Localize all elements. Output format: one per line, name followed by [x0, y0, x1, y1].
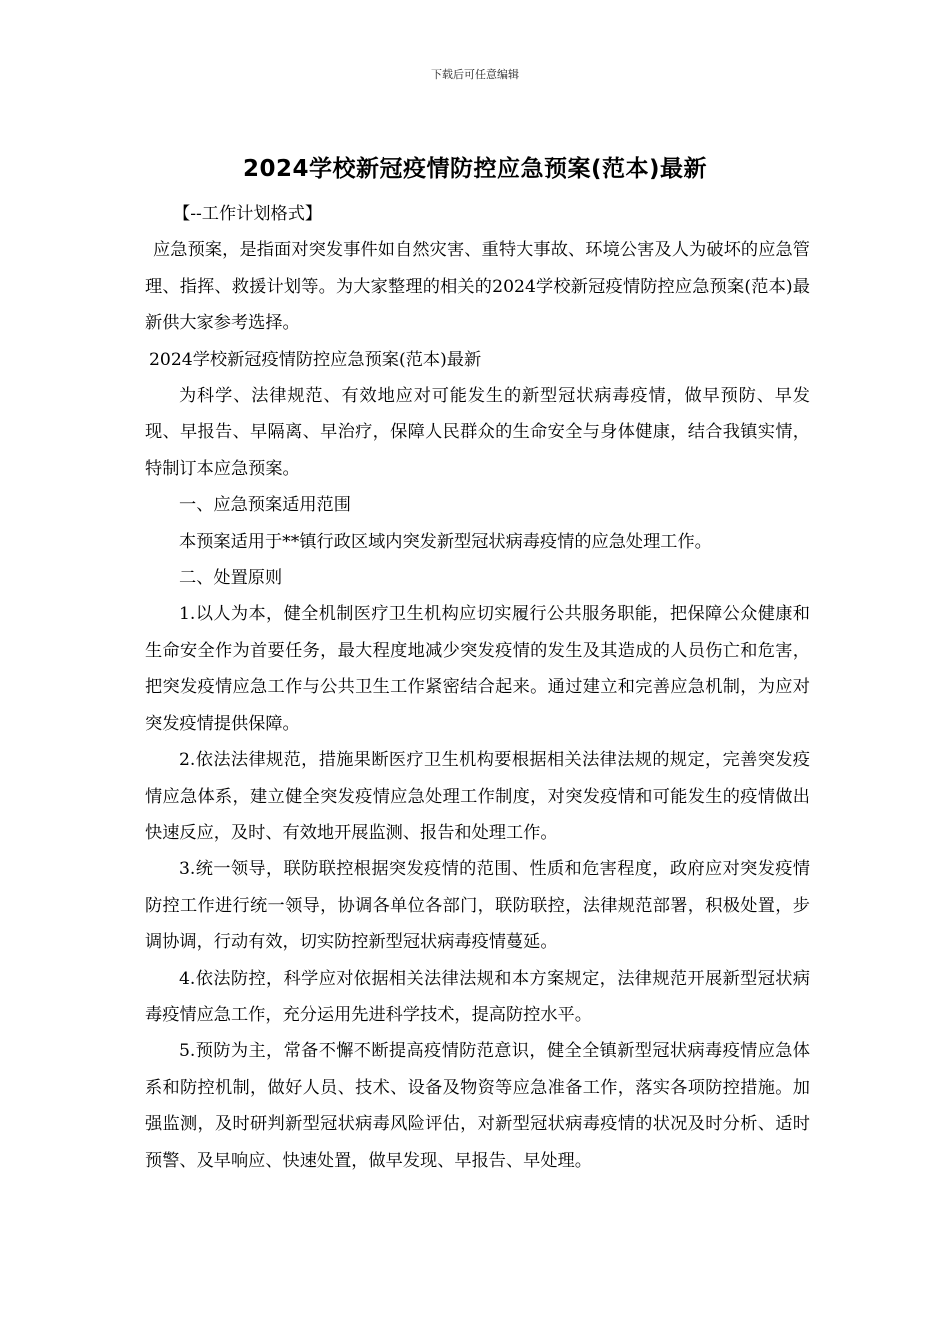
- principle-4: 4.依法防控，科学应对依据相关法律法规和本方案规定，法律规范开展新型冠状病毒疫情应急工作，充分运用先进科学技术，提高防控水平。: [145, 968, 810, 1025]
- principle-1: 1.以人为本，健全机制医疗卫生机构应切实履行公共服务职能，把保障公众健康和生命安全作为首要任务，最大程度地减少突发疫情的发生及其造成的人员伤亡和危害，把突发疫情应急工作与公共卫生工作紧密结合起来。通过建立和完善应急机制，为应对突发疫情提供保障。: [145, 604, 810, 734]
- paragraph-scope: 本预案适用于**镇行政区域内突发新型冠状病毒疫情的应急处理工作。: [179, 531, 712, 552]
- document-title: 2024学校新冠疫情防控应急预案(范本)最新: [242, 156, 708, 182]
- section-heading-principles: 二、处置原则: [179, 568, 283, 589]
- format-tag: 【--工作计划格式】: [173, 204, 323, 224]
- principle-3: 3.统一领导，联防联控根据突发疫情的范围、性质和危害程度，政府应对突发疫情防控工作进行统一领导，协调各单位各部门，联防联控，法律规范部署，积极处置，步调协调，行动有效，切实防控新型冠状病毒疫情蔓延。: [145, 859, 810, 953]
- intro-paragraph: 应急预案，是指面对突发事件如自然灾害、重特大事故、环境公害及人为破坏的应急管理、指挥、救援计划等。为大家整理的相关的2024学校新冠疫情防控应急预案(范本)最新供大家参考选择。: [145, 240, 810, 334]
- document-body: [145, 196, 810, 1179]
- section-heading-scope: 一、应急预案适用范围: [179, 495, 351, 516]
- subtitle: 2024学校新冠疫情防控应急预案(范本)最新: [149, 349, 482, 370]
- principle-5: 5.预防为主，常备不懈不断提高疫情防范意识，健全全镇新型冠状病毒疫情应急体系和防控机制，做好人员、技术、设备及物资等应急准备工作，落实各项防控措施。加强监测，及时研判新型冠状病毒风险评估，对新型冠状病毒疫情的状况及时分析、适时预警、及早响应、快速处置，做早发现、早报告、早处理。: [145, 1041, 810, 1171]
- paragraph-purpose: 为科学、法律规范、有效地应对可能发生的新型冠状病毒疫情，做早预防、早发现、早报告、早隔离、早治疗，保障人民群众的生命安全与身体健康，结合我镇实情，特制订本应急预案。: [145, 386, 810, 479]
- principle-2: 2.依法法律规范，措施果断医疗卫生机构要根据相关法律法规的规定，完善突发疫情应急体系，建立健全突发疫情应急处理工作制度，对突发疫情和可能发生的疫情做出快速反应，及时、有效地开展监测、报告和处理工作。: [145, 750, 810, 843]
- header-note: 下载后可任意编辑: [431, 68, 519, 81]
